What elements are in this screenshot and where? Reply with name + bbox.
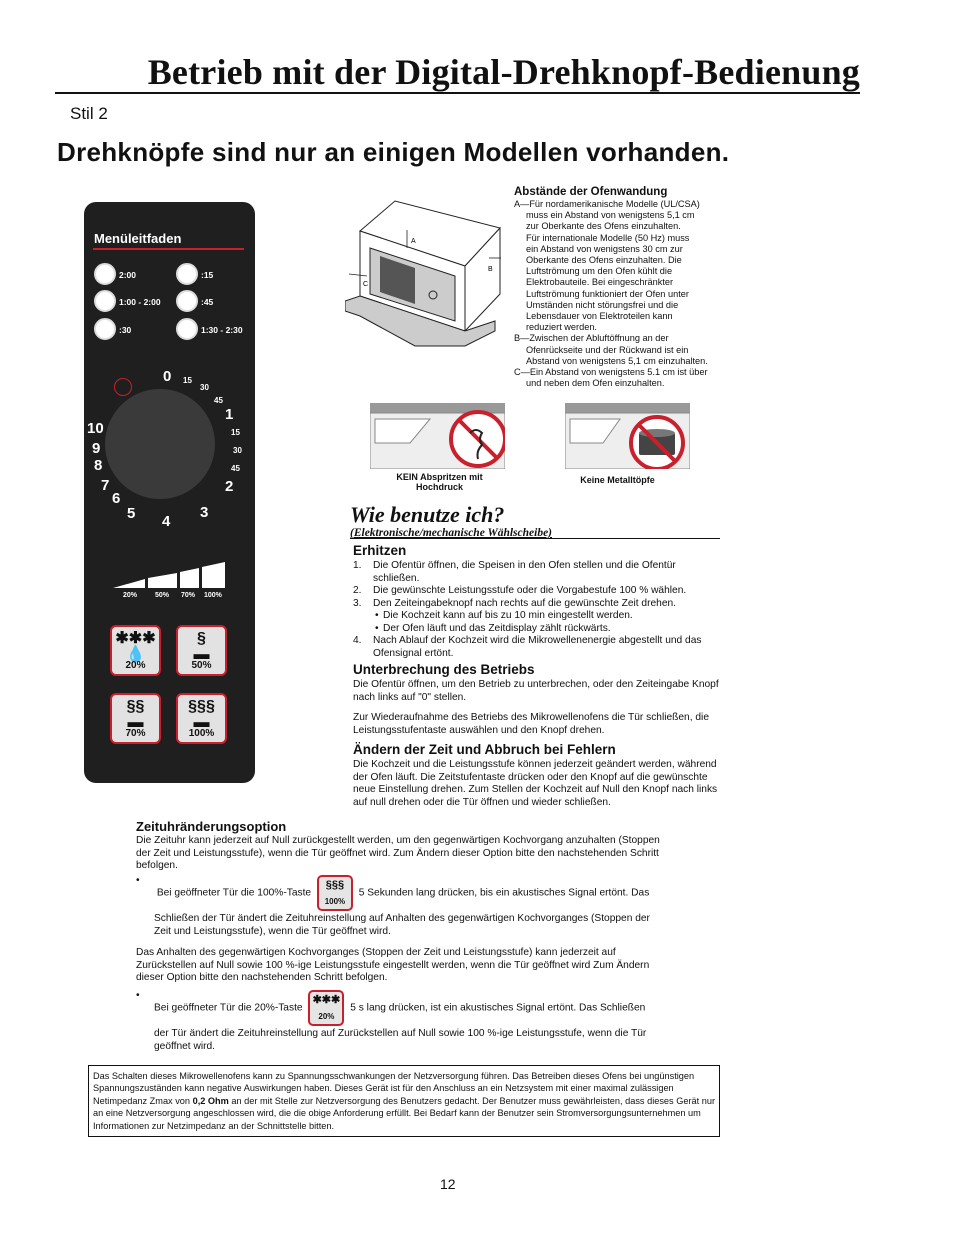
preset-time: :45 — [201, 297, 214, 307]
dial-seconds: 15 — [231, 428, 240, 437]
dial-seconds: 30 — [200, 383, 209, 392]
power-level-label: 20% — [123, 592, 138, 599]
page-number: 12 — [440, 1176, 456, 1192]
dial-number: 9 — [92, 440, 101, 457]
no-spray-label: KEIN Abspritzen mit Hochdruck — [396, 472, 483, 492]
preset-time: 2:00 — [119, 270, 137, 280]
dial-number: 3 — [200, 504, 209, 521]
menu-guide-heading: Menüleitfaden — [94, 231, 182, 246]
power-70-button[interactable]: §§ ▬ 70% — [110, 693, 161, 744]
dial-number: 2 — [225, 478, 234, 495]
timer-dial[interactable] — [105, 389, 215, 499]
timer-option-heading: Zeituhränderungsoption — [136, 819, 287, 834]
interrupt-heading: Unterbrechung des Betriebs — [353, 662, 535, 677]
dial-number: 1 — [225, 406, 234, 423]
clearance-heading: Abstände der Ofenwandung — [514, 186, 668, 198]
defrost-icon: ✱✱✱ 💧 — [115, 630, 156, 663]
inline-20-button: ✱✱✱ 20% — [308, 990, 344, 1026]
page-subtitle: Drehknöpfe sind nur an einigen Modellen vorhanden. — [57, 137, 730, 167]
preset-time: :15 — [201, 270, 214, 280]
heat-heading: Erhitzen — [353, 543, 407, 558]
page-title: Betrieb mit der Digital-Drehknopf-Bedienung — [147, 52, 860, 92]
power-bar-70 — [180, 568, 199, 588]
dial-seconds: 45 — [214, 396, 223, 405]
dial-number: 8 — [94, 457, 103, 474]
menu-guide-rule — [93, 248, 244, 250]
dial-number: 10 — [87, 420, 104, 437]
preset-time: :30 — [119, 325, 132, 335]
howto-rule — [350, 538, 720, 539]
power-100-button[interactable]: §§§ ▬ 100% — [176, 693, 227, 744]
label-b: B — [488, 266, 493, 273]
power-level-label: 70% — [181, 592, 196, 599]
style-label: Stil 2 — [70, 104, 108, 123]
dial-seconds: 30 — [233, 446, 242, 455]
dial-number: 4 — [162, 513, 171, 530]
power-notice-box: Das Schalten dieses Mikrowellenofens kann zu Spannungsschwankungen der Netzversorgung führen. Das Betreiben dieses Ofens bei ungünstigen Spannungszuständen kann negative Auswirkungen haben. Dieses Gerät ist für den Anschluss an ein Netzsystem mit einer maximal zulässigen Netimpedanz Zmax von 0,2 Ohm an der mit Stelle zur Netzversorgung des Benutzers gedacht. Der Benutzer muss gewährleisten, dass dieses Gerät nur an eine Netzversorgung angeschlossen wird, die die obige Anforderung erfüllt. Bei Bedarf kann der Benutzer sein Stromversorgungsunternehmen um Informationen zur Netzimpedanz an der Schnittstelle bitten. — [88, 1065, 720, 1137]
pizza-icon — [94, 318, 116, 340]
inline-100-button: §§§ 100% — [317, 875, 353, 911]
change-heading: Ändern der Zeit und Abbruch bei Fehlern — [353, 742, 616, 757]
timer-option-bullet-2: • Bei geöffneter Tür die 20%-Taste ✱✱✱ 20% 5 s lang drücken, ist ein akustisches Signal ertönt. Das Schließen der Tür ändert die Zeituhreinstellung auf Zurückstellen auf Null sowie 100 %-ige Leistungsstufe, wenn die Tür geöffnet wird. — [136, 990, 666, 1053]
sandwich-icon — [176, 290, 198, 312]
no-metal-label: Keine Metalltöpfe — [580, 475, 655, 485]
no-spray-image — [370, 403, 505, 469]
burger-icon — [176, 318, 198, 340]
preset-time: 1:30 - 2:30 — [201, 325, 243, 335]
power-20-button[interactable]: ✱✱✱ 💧 20% — [110, 625, 161, 676]
power-level-label: 50% — [155, 592, 170, 599]
timer-icon — [114, 378, 132, 396]
pot-medium-icon: §§ ▬ — [126, 698, 145, 731]
power-bar-50 — [148, 573, 177, 588]
preset-time: 1:00 - 2:00 — [119, 297, 161, 307]
power-50-button[interactable]: § ▬ 50% — [176, 625, 227, 676]
oven-clearance-diagram — [345, 196, 510, 348]
timer-option-intro: Die Zeituhr kann jederzeit auf Null zurückgestellt werden, um den gegenwärtigen Kochvorgang anzuhalten (Stoppen der Zeit und Leistungsstufe), wenn die Tür geöffnet wird. Zum Ändern dieser Option bitte den nachstehenden Schritt befolgen. — [136, 835, 660, 871]
dial-number: 6 — [112, 490, 121, 507]
popcorn-icon — [94, 263, 116, 285]
dial-seconds: 45 — [231, 464, 240, 473]
label-c: C — [363, 281, 369, 288]
howto-subtitle: (Elektronische/mechanische Wählscheibe) — [350, 527, 552, 539]
timer-option-bullet-1: • Bei geöffneter Tür die 100%-Taste §§§ 100% 5 Sekunden lang drücken, bis ein akustisches Signal ertönt. Das Schließen der Tür ändert die Zeituhreinstellung auf Anhalten des gegenwärtigen Kochvorganges (Stoppen der Zeit und Leistungsstufe), wenn die Tür geöffnet wird. — [136, 875, 666, 938]
dial-number: 0 — [163, 368, 172, 385]
beverage-icon — [94, 290, 116, 312]
howto-title: Wie benutze ich? — [350, 502, 505, 527]
clearance-text: A—Für nordamerikanische Modelle (UL/CSA) muss ein Abstand von wenigstens 5,1 cm zur Oberkante des Ofens einzuhalten. Für internationale Modelle (50 Hz) muss ein Abstand von wenigstens 30 cm zur Oberkante des Ofens einzuhalten. Die Luftströmung um den Ofen kühlt die Elektrobauteile. Bei eingeschränkter Luftströmung funktioniert der Ofen unter Umständen nicht störungsfrei und die Lebensdauer von Elektroteilen kann reduziert werden. B—Zwischen der Abluftöffnung an der Ofenrückseite und der Rückwand ist ein Abstand von wenigstens 5,1 cm einzuhalten. C—Ein Abstand von wenigstens 5.1 cm ist über und neben dem Ofen einzuhalten. — [514, 199, 708, 389]
power-bar-100 — [202, 562, 225, 588]
interrupt-text: Die Ofentür öffnen, um den Betrieb zu unterbrechen, oder den Zeiteingabe Knopf nach links auf "0" stellen. Zur Wiederaufnahme des Betriebs des Mikrowellenofens die Tür schließen, die Leistungsstufentaste auswählen und den Knopf drehen. — [353, 679, 719, 736]
title-rule — [55, 92, 860, 94]
change-text: Die Kochzeit und die Leistungsstufe können jederzeit geändert werden, während der Ofen läuft. Die Zeitstufentaste drücken oder den Knopf auf die gewünschte neue Einstellung drehen. Zum Stellen der Kochzeit auf Null den Knopf nach links auf null drehen oder die Tür öffnen und wieder schließen. — [353, 759, 718, 808]
label-a: A — [411, 238, 416, 245]
dial-number: 7 — [101, 477, 110, 494]
pot-light-icon: § ▬ — [193, 630, 210, 663]
heat-steps: 1. Die Ofentür öffnen, die Speisen in den Ofen stellen und die Ofentür schließen. 2. Die gewünschte Leistungsstufe oder die Vorgabestufe 100 % wählen. 3. Den Zeiteingabeknopf nach rechts auf die gewünschte Zeit drehen. • Die Kochzeit kann auf bis zu 10 min eingestellt werden. • Der Ofen läuft und das Zeitdisplay zählt rückwärts. 4. Nach Ablauf der Kochzeit wird die Mikrowellenenergie abgestellt und das Ofensignal ertönt. — [353, 560, 723, 660]
dial-number: 5 — [127, 505, 136, 522]
dessert-icon — [176, 263, 198, 285]
power-level-bars — [113, 560, 227, 590]
pot-full-icon: §§§ ▬ — [188, 698, 215, 731]
dial-seconds: 15 — [183, 376, 192, 385]
power-level-label: 100% — [204, 592, 222, 599]
timer-option-middle: Das Anhalten des gegenwärtigen Kochvorganges (Stoppen der Zeit und Leistungsstufe) kann jederzeit auf Zurückstellen auf Null sowie 100 %-ige Leistungsstufe eingestellt werden, wenn die Tür geöffnet wird Zum Ändern dieser Option bitte den nachstehenden Schritt befolgen. — [136, 947, 650, 983]
no-metal-image — [565, 403, 690, 469]
power-bar-20 — [113, 579, 145, 588]
